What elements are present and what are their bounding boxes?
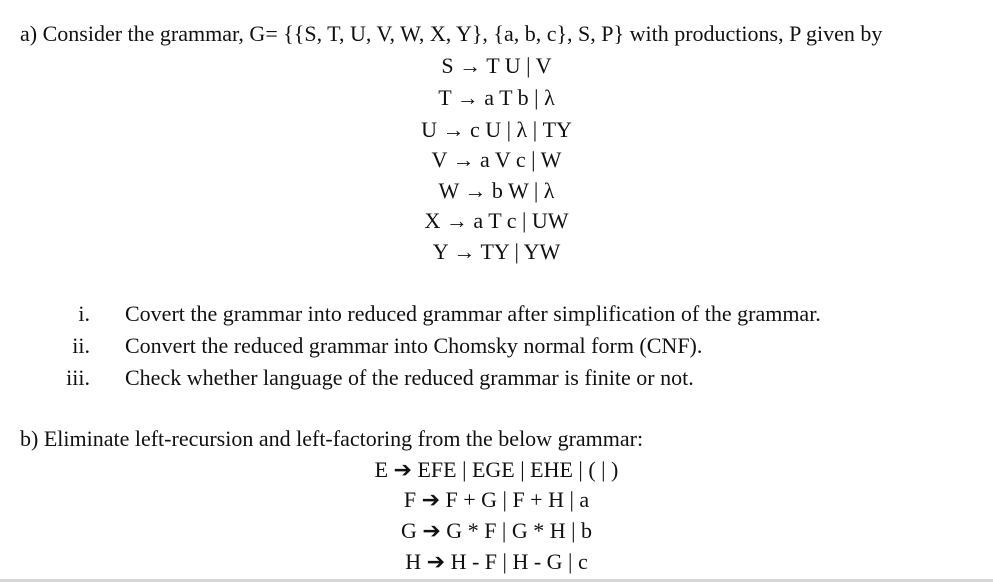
- production-s: S → T U | V: [441, 53, 552, 78]
- production-u: U → c U | λ | TY: [421, 117, 572, 142]
- production-e: E ➔ EFE | EGE | EHE | ( | ): [374, 457, 619, 482]
- production-w: W → b W | λ: [438, 178, 555, 203]
- part-a-heading: a) Consider the grammar, G= {{S, T, U, V, W, X, Y}, {a, b, c}, S, P} with productions, P given by: [20, 21, 883, 46]
- production-h: H ➔ H - F | H - G | c: [405, 549, 588, 574]
- subquestion-number: ii.: [72, 333, 90, 358]
- production-t: T → a T b | λ: [438, 85, 555, 110]
- part-b-heading: b) Eliminate left-recursion and left-factoring from the below grammar:: [20, 426, 644, 451]
- subquestion-number: iii.: [66, 365, 90, 390]
- subquestion-text: Check whether language of the reduced grammar is finite or not.: [125, 365, 694, 390]
- production-y: Y → TY | YW: [432, 239, 561, 264]
- production-v: V → a V c | W: [431, 147, 562, 172]
- production-x: X → a T c | UW: [424, 208, 569, 233]
- subquestion-text: Convert the reduced grammar into Chomsky normal form (CNF).: [125, 333, 703, 358]
- subquestion-text: Covert the grammar into reduced grammar after simplification of the grammar.: [125, 301, 821, 326]
- production-f: F ➔ F + G | F + H | a: [403, 487, 590, 512]
- subquestion-number: i.: [78, 301, 90, 326]
- production-g: G ➔ G * F | G * H | b: [400, 518, 593, 543]
